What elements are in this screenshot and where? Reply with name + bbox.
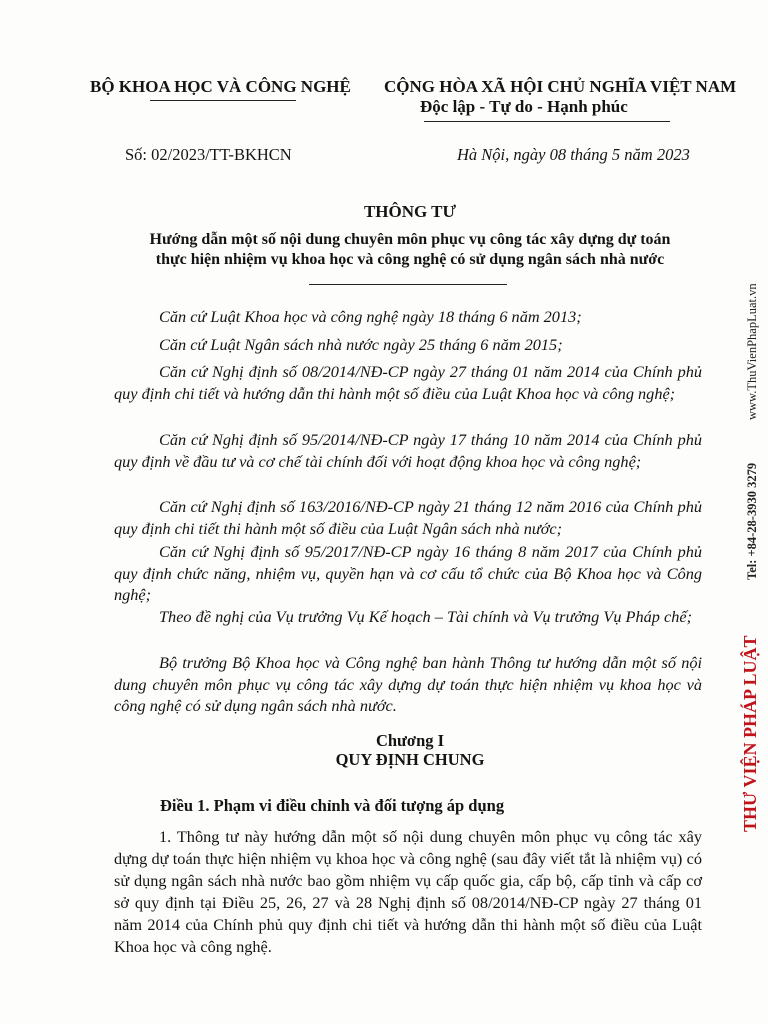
document-type: THÔNG TƯ <box>363 202 457 221</box>
motto-underline <box>424 121 670 122</box>
article-1-heading: Điều 1. Phạm vi điều chỉnh và đối tượng áp dụng <box>160 796 505 815</box>
proposal-basis: Theo đề nghị của Vụ trưởng Vụ Kế hoạch – Tài chính và Vụ trưởng Vụ Pháp chế; <box>159 607 692 626</box>
basis-decree-163-2016: Căn cứ Nghị định số 163/2016/NĐ-CP ngày 21 tháng 12 năm 2016 của Chính phủ quy định chi tiết thi hành một số điều của Luật Ngân sách nhà nước; <box>114 497 702 538</box>
article-1-clause-1: 1. Thông tư này hướng dẫn một số nội dung chuyên môn phục vụ công tác xây dựng dự toán thực hiện nhiệm vụ khoa học và công nghệ (sau đây viết tắt là nhiệm vụ) có sử dụng ngân sách nhà nước bao gồm nhiệm vụ cấp quốc gia, cấp bộ, cấp tỉnh và cấp cơ sở quy định tại Điều 25, 26, 27 và 28 Nghị định số 08/2014/NĐ-CP ngày 27 tháng 01 năm 2014 của Chính phủ quy định chi tiết và hướng dẫn thi hành một số điều của Luật Khoa học và công nghệ. <box>114 827 702 956</box>
chapter-number: Chương I <box>375 731 445 750</box>
ministry-name: BỘ KHOA HỌC VÀ CÔNG NGHỆ <box>90 77 351 96</box>
basis-decree-08-2014: Căn cứ Nghị định số 08/2014/NĐ-CP ngày 27 tháng 01 năm 2014 của Chính phủ quy định chi tiết và hướng dẫn thi hành một số điều của Luật Khoa học và công nghệ; <box>114 362 702 403</box>
title-line-1: Hướng dẫn một số nội dung chuyên môn phục vụ công tác xây dựng dự toán <box>149 231 671 248</box>
chapter-name: QUY ĐỊNH CHUNG <box>335 750 485 769</box>
watermark-phone: Tel: +84-28-3930 3279 <box>745 462 759 580</box>
watermark-website: www.ThuVienPhapLuat.vn <box>745 283 759 420</box>
place-and-date: Hà Nội, ngày 08 tháng 5 năm 2023 <box>457 145 690 164</box>
national-motto: Độc lập - Tự do - Hạnh phúc <box>420 97 628 116</box>
basis-law-science: Căn cứ Luật Khoa học và công nghệ ngày 18 tháng 6 năm 2013; <box>159 307 582 326</box>
title-underline <box>309 284 507 285</box>
ministry-underline <box>150 100 296 101</box>
basis-decree-95-2014: Căn cứ Nghị định số 95/2014/NĐ-CP ngày 17 tháng 10 năm 2014 của Chính phủ quy định về đầu tư và cơ chế tài chính đối với hoạt động khoa học và công nghệ; <box>114 430 702 471</box>
basis-law-budget: Căn cứ Luật Ngân sách nhà nước ngày 25 tháng 6 năm 2015; <box>159 335 563 354</box>
republic-name: CỘNG HÒA XÃ HỘI CHỦ NGHĨA VIỆT NAM <box>384 77 737 96</box>
watermark-brand: THƯ VIỆN PHÁP LUẬT <box>740 635 760 832</box>
basis-decree-95-2017: Căn cứ Nghị định số 95/2017/NĐ-CP ngày 16 tháng 8 năm 2017 của Chính phủ quy định chức năng, nhiệm vụ, quyền hạn và cơ cấu tổ chức của Bộ Khoa học và Công nghệ; <box>114 542 702 604</box>
title-line-2: thực hiện nhiệm vụ khoa học và công nghệ có sử dụng ngân sách nhà nước <box>155 251 665 268</box>
document-number: Số: 02/2023/TT-BKHCN <box>125 145 292 164</box>
minister-promulgation: Bộ trưởng Bộ Khoa học và Công nghệ ban hành Thông tư hướng dẫn một số nội dung chuyên môn phục vụ công tác xây dựng dự toán thực hiện nhiệm vụ khoa học và công nghệ có sử dụng ngân sách nhà nước. <box>114 653 702 715</box>
